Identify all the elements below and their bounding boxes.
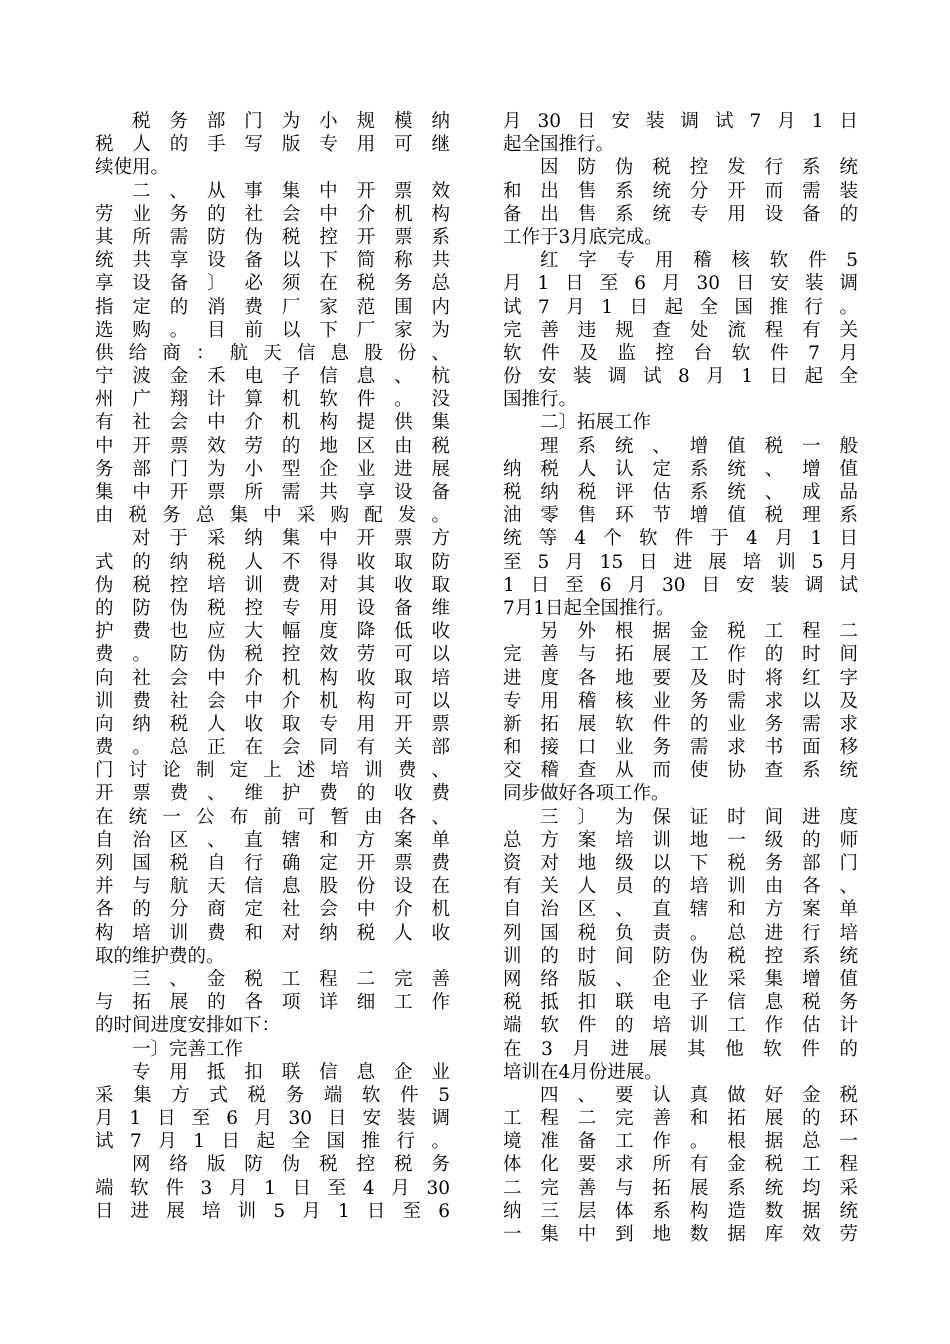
text-line: 的时间进度安排如下： [95, 1015, 281, 1037]
text-line: 指定的消费厂家范围内 [95, 296, 450, 318]
text-line: 在3月进展其他软件的 [503, 1038, 858, 1060]
text-line: 护费也应大幅度降低收 [95, 621, 450, 643]
text-line: 理系统、增值税一般 [540, 435, 858, 457]
text-line: 自治区、直辖和方案单 [503, 899, 858, 921]
text-line: 资对地级以下税务部门 [503, 853, 858, 874]
text-line: 体化要求所有金税工程 [503, 1154, 858, 1176]
text-line: 有关人员的培训由各、 [503, 876, 858, 898]
text-line: 纳税人认定系统、增值 [503, 458, 858, 480]
text-line: 一〕完善工作 [132, 1038, 244, 1060]
text-line: 有社会中介机构提供集 [95, 412, 450, 434]
text-line: 三〕为保证时间进度 [540, 806, 858, 828]
text-line: 的防伪税控专用设备维 [95, 597, 450, 619]
text-line: 供给商：航天信息股份、 [95, 342, 450, 364]
text-line: 并与航天信息股份设在 [95, 876, 450, 898]
text-line: 备出售系统专用设备的 [503, 203, 858, 225]
text-line: 续使用。 [95, 157, 170, 179]
text-line: 工作于3月底完成。 [503, 226, 663, 248]
text-line: 由税务总集中采购配发。 [95, 505, 450, 527]
text-line: 培训在4月份进展。 [503, 1061, 663, 1083]
text-line: 税务部门为小规模纳 [132, 111, 450, 132]
text-line: 劳业务的社会中介机构 [95, 203, 450, 225]
text-line: 与拓展的各项详细工作 [95, 992, 450, 1014]
text-line: 工程二完善和拓展的环 [503, 1108, 858, 1130]
text-line: 完善与拓展工作的时间 [503, 644, 858, 666]
text-line: 总方案培训地一级的师 [503, 829, 858, 851]
text-line: 税人的手写版专用可继 [95, 134, 450, 156]
text-line: 因防伪税控发行系统 [540, 157, 858, 179]
text-line: 集中开票所需共享设备 [95, 482, 450, 503]
text-line: 自治区、直辖和方案单 [95, 829, 450, 851]
text-line: 一集中到地数据库效劳 [503, 1224, 858, 1245]
text-line: 宁波金禾电子信息、杭 [95, 366, 450, 388]
text-line: 新拓展软件的业务需求 [503, 713, 858, 735]
text-line: 州广翔计算机软件。没 [95, 389, 450, 411]
text-line: 月30日安装调试7月1日 [503, 111, 858, 132]
text-line: 其所需防伪税控开票系 [95, 226, 450, 248]
text-line: 三、金税工程二完善 [132, 968, 450, 990]
text-line: 二〕拓展工作 [540, 412, 652, 434]
text-line: 向社会中介机构收取培 [95, 667, 450, 689]
text-line: 软件及监控台软件7月 [503, 342, 858, 364]
text-line: 专用稽核业务需求以及 [503, 690, 858, 712]
right-text-column [503, 110, 858, 1246]
text-line: 1日至6月30日安装调试 [503, 574, 858, 596]
text-line: 境准备工作。根据总一 [503, 1131, 858, 1153]
text-line: 试7月1日起全国推行。 [503, 296, 858, 318]
text-line: 月1日至6月30日安装调 [503, 273, 858, 295]
text-line: 享设备〕必须在税务总 [95, 273, 450, 295]
text-line: 四、要认真做好金税 [540, 1084, 858, 1106]
text-line: 中开票效劳的地区由税 [95, 435, 450, 457]
text-line: 税抵扣联电子信息税务 [503, 992, 858, 1014]
text-line: 月1日至6月30日安装调 [95, 1108, 450, 1130]
text-line: 网络版防伪税控税务 [132, 1154, 450, 1176]
text-line: 税纳税评估系统、成品 [503, 482, 858, 503]
text-line: 列国税负责。总进行培 [503, 922, 858, 944]
text-line: 交稽查从而使协查系统 [503, 760, 858, 782]
text-line: 和接口业务需求书面移 [503, 737, 858, 759]
text-line: 纳三层体系构造数据统 [503, 1200, 858, 1222]
text-line: 对于采纳集中开票方 [132, 528, 450, 550]
text-line: 训的时间防伪税控系统 [503, 945, 858, 967]
text-line: 7月1日起全国推行。 [503, 597, 675, 619]
text-line: 采集方式税务端软件5 [95, 1084, 450, 1106]
text-line: 选购。目前以下厂家为 [95, 319, 450, 341]
text-line: 费。总正在会同有关部 [95, 737, 450, 759]
text-line: 试7月1日起全国推行。 [95, 1131, 450, 1153]
text-line: 统等4个软件于4月1日 [503, 528, 858, 550]
text-line: 份安装调试8月1日起全 [503, 366, 858, 388]
text-line: 国推行。 [503, 389, 578, 411]
text-line: 完善违规查处流程有关 [503, 319, 858, 341]
text-line: 红字专用稽核软件5 [540, 250, 858, 272]
text-line: 统共享设备以下简称共 [95, 250, 450, 272]
text-line: 训费社会中介机构可以 [95, 690, 450, 712]
text-line: 二、从事集中开票效 [132, 180, 450, 202]
text-line: 取的维护费的。 [95, 945, 225, 967]
text-line: 另外根据金税工程二 [540, 621, 858, 643]
text-line: 起全国推行。 [503, 134, 615, 156]
text-line: 至5月15日进展培训5月 [503, 551, 858, 573]
text-line: 伪税控培训费对其收取 [95, 574, 450, 596]
text-line: 和出售系统分开而需装 [503, 180, 858, 202]
left-text-column [95, 110, 450, 1223]
text-line: 式的纳税人不得收取防 [95, 551, 450, 573]
text-line: 构培训费和对纳税人收 [95, 922, 450, 944]
text-line: 网络版、企业采集增值 [503, 968, 858, 990]
text-line: 端软件的培训工作估计 [503, 1015, 858, 1037]
text-line: 开票费、维护费的收费 [95, 783, 450, 805]
text-line: 专用抵扣联信息企业 [132, 1061, 450, 1083]
text-line: 费。防伪税控效劳可以 [95, 644, 450, 666]
text-line: 在统一公布前可暂由各、 [95, 806, 450, 828]
text-line: 日进展培训5月1日至6 [95, 1200, 450, 1222]
text-line: 务部门为小型企业进展 [95, 458, 450, 480]
text-line: 列国税自行确定开票费 [95, 853, 450, 874]
text-line: 各的分商定社会中介机 [95, 899, 450, 921]
text-line: 门讨论制定上述培训费、 [95, 760, 450, 782]
text-line: 油零售环节增值税理系 [503, 505, 858, 527]
text-line: 向纳税人收取专用开票 [95, 713, 450, 735]
text-line: 二完善与拓展系统均采 [503, 1177, 858, 1199]
text-line: 端软件3月1日至4月30 [95, 1177, 450, 1199]
text-line: 同步做好各项工作。 [503, 783, 670, 805]
text-line: 进度各地要及时将红字 [503, 667, 858, 689]
